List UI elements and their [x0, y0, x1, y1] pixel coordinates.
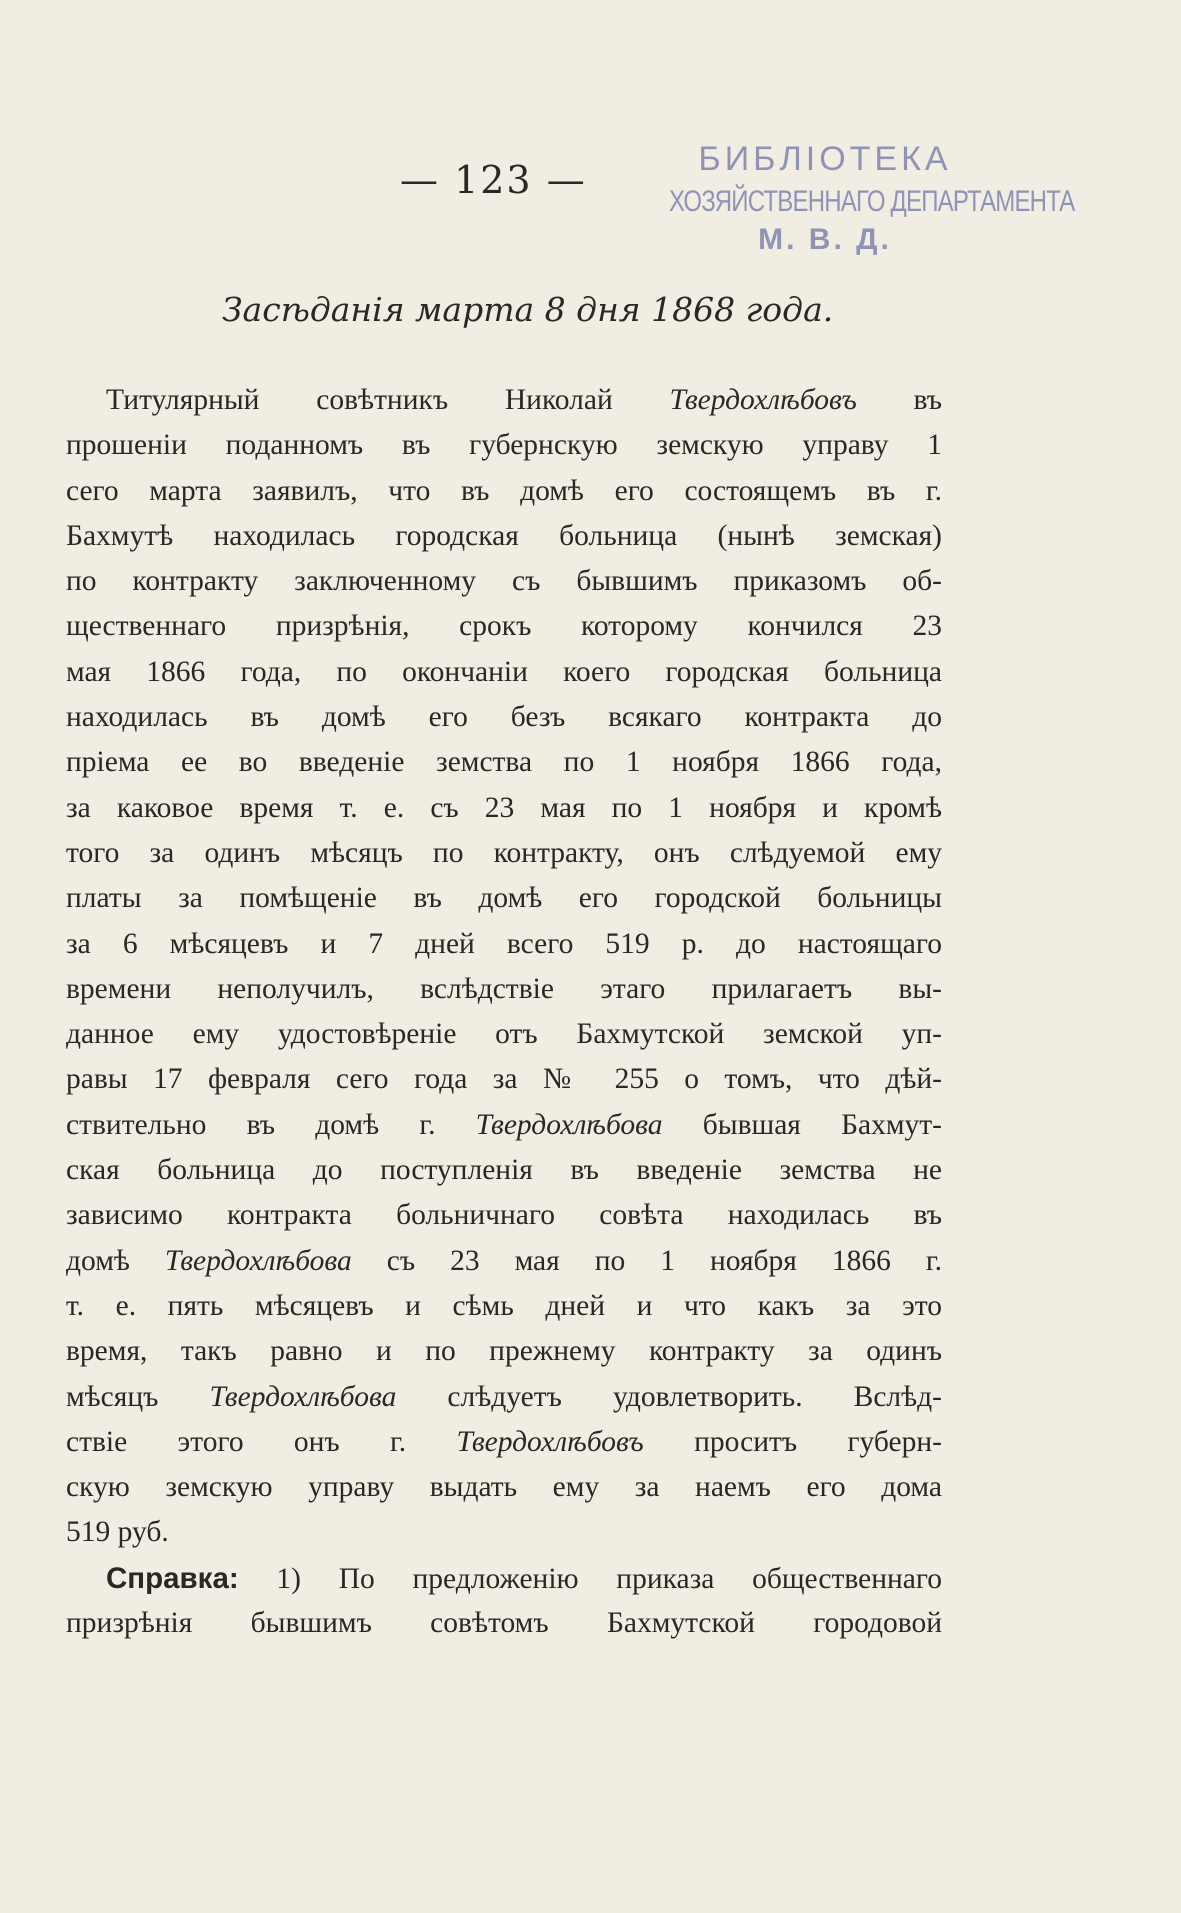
text-line: сего марта заявилъ, что въ домѣ его состоящемъ въ г. — [66, 474, 942, 507]
text-line: мѣсяцъ Твердохлѣбова слѣдуетъ удовлетворить. Вслѣд- — [66, 1380, 942, 1413]
reference-label: Справка: — [106, 1561, 239, 1595]
text-line: прошенiи поданномъ въ губернскую земскую управу 1 — [66, 429, 942, 462]
stamp-line-3: М. В. Д. — [758, 223, 892, 256]
text-line: платы за помѣщеніе въ домѣ его городской больницы — [66, 882, 942, 915]
person-name: Твердохлѣбовъ — [456, 1425, 644, 1458]
person-name: Твердохлѣбовъ — [669, 384, 857, 416]
text-line: Бахмутѣ находилась городская больница (нынѣ земская) — [66, 519, 942, 552]
body-text — [66, 378, 942, 1646]
text-line: времени неполучилъ, вслѣдствіе этаго прилагаетъ вы- — [66, 972, 942, 1005]
text-line: Титулярный совѣтникъ Николай Твердохлѣбовъ въ — [106, 384, 942, 416]
text-line: равы 17 февраля сего года за № 255 о томъ, что дѣй- — [66, 1063, 942, 1096]
section-heading: Засѣданія марта 8 дня 1868 года. — [222, 290, 834, 329]
text-line: призрѣнія бывшимъ совѣтомъ Бахмутской городовой — [66, 1607, 942, 1640]
text-line: ствительно въ домѣ г. Твердохлѣбова бывшая Бахмут- — [66, 1108, 942, 1141]
text-line: находилась въ домѣ его безъ всякаго контракта до — [66, 701, 942, 734]
stamp-line-1: БИБЛIОТЕКА — [698, 140, 952, 178]
text-line: Справка: 1) По предложенію приказа общественнаго — [106, 1561, 942, 1595]
text-line: ствіе этого онъ г. Твердохлѣбовъ проситъ губерн- — [66, 1425, 942, 1458]
text-line: домѣ Твердохлѣбова съ 23 мая по 1 ноября 1866 г. — [66, 1244, 942, 1277]
text-line: 519 руб. — [66, 1516, 169, 1549]
stamp-line-2: ХОЗЯЙСТВЕННАГО ДЕПАРТАМЕНТА — [669, 185, 1075, 218]
text-line: щественнаго призрѣнія, срокъ которому кончился 23 — [66, 610, 942, 643]
person-name: Твердохлѣбова — [209, 1380, 397, 1413]
library-stamp — [635, 140, 1075, 257]
text-line: скую земскую управу выдать ему за наемъ его дома — [66, 1471, 942, 1504]
text-line: по контракту заключенному съ бывшимъ приказомъ об- — [66, 565, 942, 598]
page-number: — 123 — — [400, 158, 587, 202]
text-line: время, такъ равно и по прежнему контракту за одинъ — [66, 1335, 942, 1368]
text-line: т. е. пять мѣсяцевъ и сѣмь дней и что какъ за это — [66, 1289, 942, 1322]
text-line: мая 1866 года, по окончанiи коего городская больница — [66, 655, 942, 688]
text-line: зависимо контракта больничнаго совѣта находилась въ — [66, 1199, 942, 1232]
text-line: того за одинъ мѣсяцъ по контракту, онъ слѣдуемой ему — [66, 836, 942, 869]
text-line: пріема ее во введеніе земства по 1 ноября 1866 года, — [66, 746, 942, 779]
text-line: за каковое время т. е. съ 23 мая по 1 ноября и кромѣ — [66, 791, 942, 824]
text-line: ская больница до поступленія въ введеніе земства не — [66, 1154, 942, 1187]
person-name: Твердохлѣбова — [475, 1108, 663, 1141]
person-name: Твердохлѣбова — [164, 1244, 352, 1277]
text-line: за 6 мѣсяцевъ и 7 дней всего 519 р. до настоящаго — [66, 927, 942, 960]
text-line: данное ему удостовѣреніе отъ Бахмутской земской уп- — [66, 1018, 942, 1051]
